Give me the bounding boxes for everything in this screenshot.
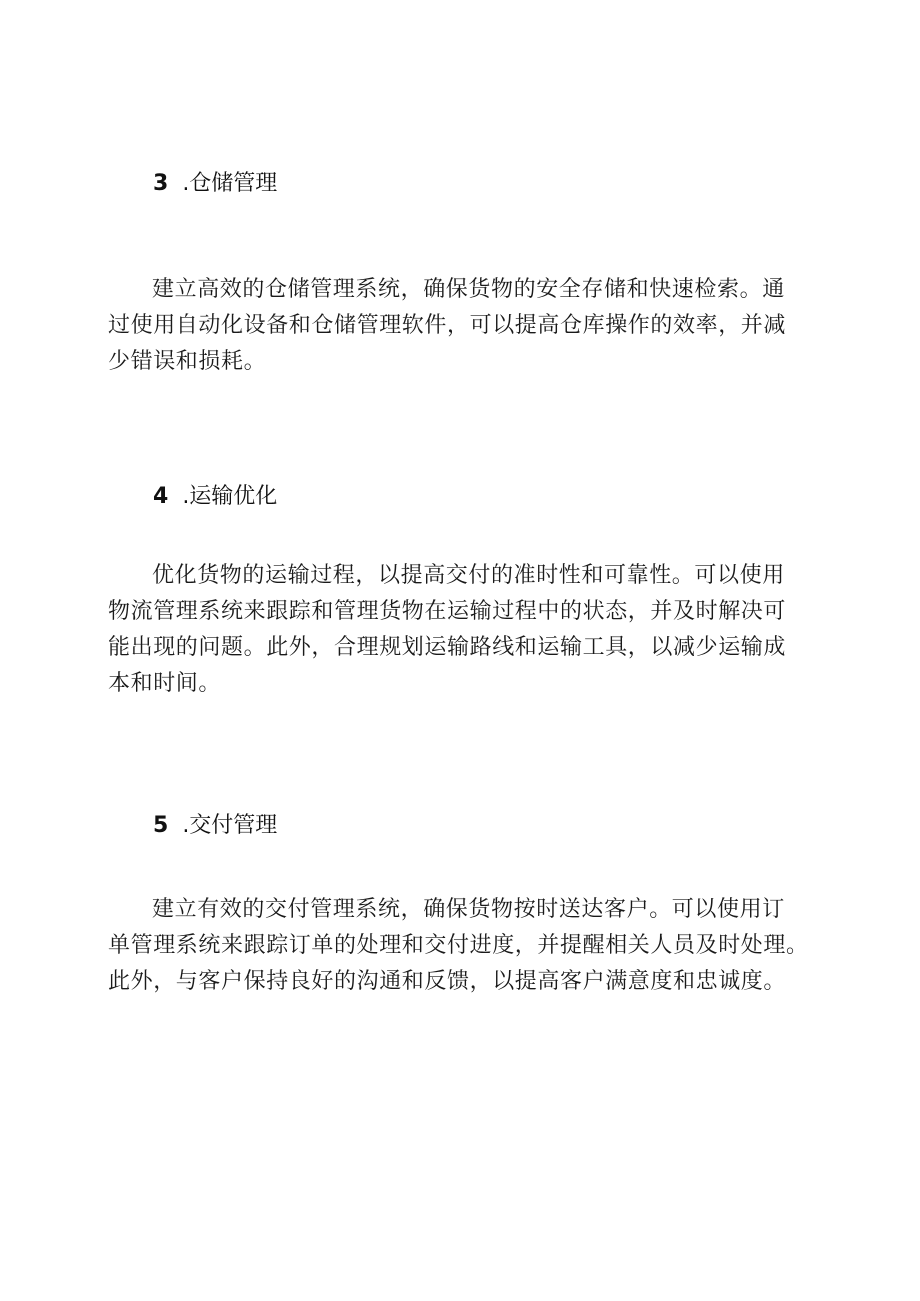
section-paragraph-warehouse <box>108 272 820 380</box>
paragraph-line: 过使用自动化设备和仓储管理软件，可以提高仓库操作的效率，并减 <box>108 313 787 338</box>
section-title: .交付管理 <box>182 813 278 838</box>
section-heading-warehouse <box>153 169 277 199</box>
paragraph-line: 优化货物的运输过程，以提高交付的准时性和可靠性。可以使用 <box>152 563 785 588</box>
section-heading-transport <box>153 482 277 512</box>
paragraph-line: 少错误和损耗。 <box>108 349 267 374</box>
section-title: .运输优化 <box>182 484 278 509</box>
section-title: .仓储管理 <box>182 171 278 196</box>
section-paragraph-transport <box>108 558 820 702</box>
section-heading-delivery <box>153 811 277 841</box>
paragraph-line: 此外，与客户保持良好的沟通和反馈，以提高客户满意度和忠诚度。 <box>108 969 787 994</box>
section-number: 4 <box>153 484 169 509</box>
section-number: 5 <box>153 813 169 838</box>
paragraph-line: 建立有效的交付管理系统，确保货物按时送达客户。可以使用订 <box>152 897 785 922</box>
section-number: 3 <box>153 171 169 196</box>
paragraph-line: 能出现的问题。此外，合理规划运输路线和运输工具，以减少运输成 <box>108 635 787 660</box>
paragraph-line: 本和时间。 <box>108 671 222 696</box>
paragraph-line: 物流管理系统来跟踪和管理货物在运输过程中的状态，并及时解决可 <box>108 599 787 624</box>
paragraph-line: 建立高效的仓储管理系统，确保货物的安全存储和快速检索。通 <box>152 277 785 302</box>
section-paragraph-delivery <box>108 892 820 1000</box>
paragraph-line: 单管理系统来跟踪订单的处理和交付进度，并提醒相关人员及时处理。 <box>108 933 809 958</box>
